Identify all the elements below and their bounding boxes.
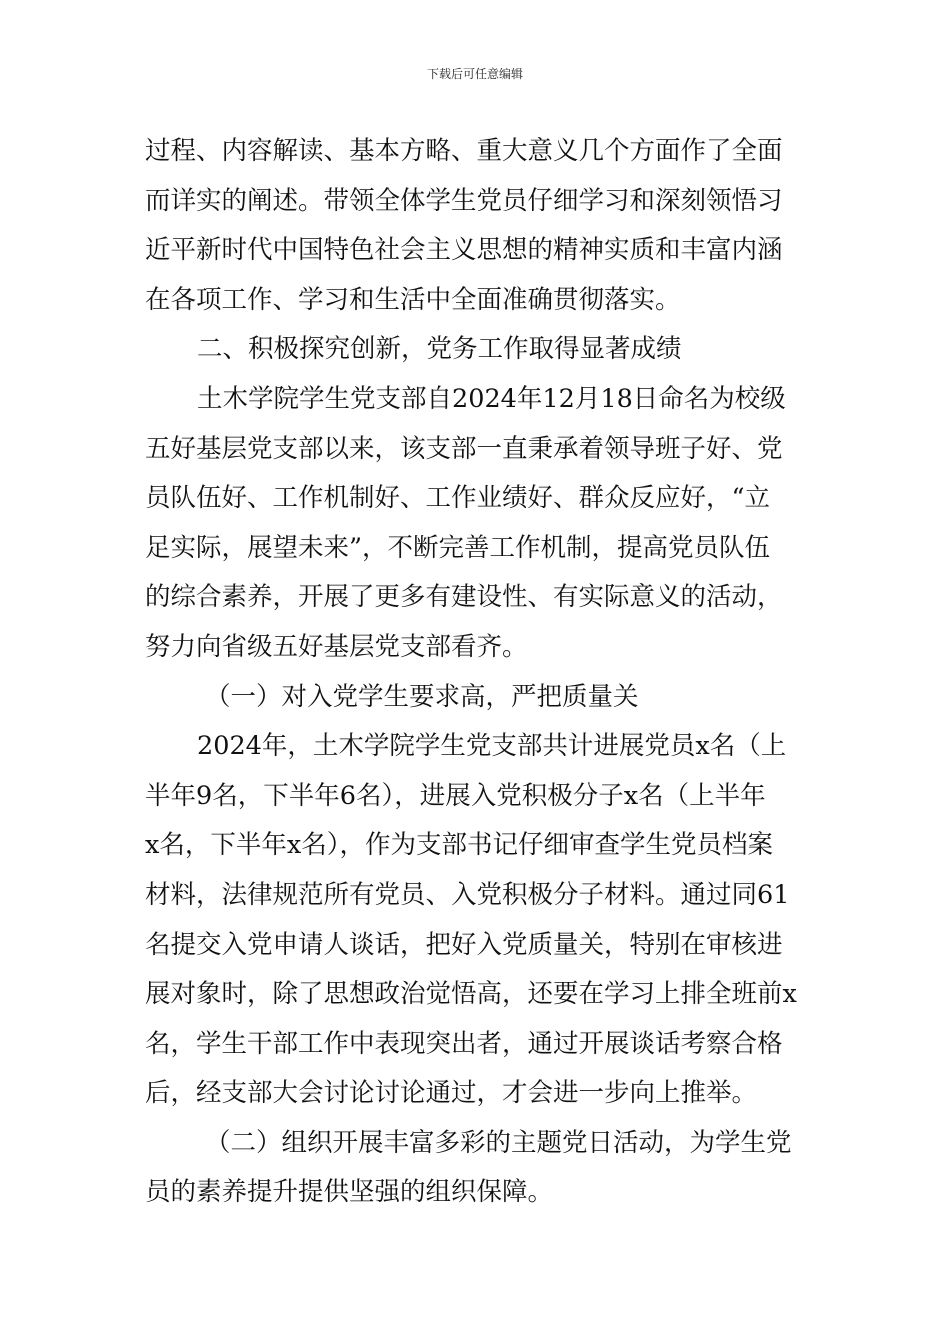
- body-line: 员队伍好、工作机制好、工作业绩好、群众反应好，“立: [145, 483, 771, 514]
- body-line: 近平新时代中国特色社会主义思想的精神实质和丰富内涵: [145, 235, 783, 266]
- body-line: x名，下半年x名），作为支部书记仔细审查学生党员档案: [145, 830, 774, 861]
- body-line: 过程、内容解读、基本方略、重大意义几个方面作了全面: [145, 136, 783, 166]
- page-header: 下载后可任意编辑: [426, 67, 523, 81]
- body-line: 展对象时，除了思想政治觉悟高，还要在学习上排全班前x: [145, 979, 797, 1010]
- subsection-heading: （一）对入党学生要求高，严把质量关: [205, 681, 639, 712]
- body-line: 足实际，展望未来”，不断完善工作机制，提高党员队伍: [145, 532, 771, 563]
- body-line: 土木学院学生党支部自2024年12月18日命名为校级: [197, 383, 786, 414]
- body-line: 材料，法律规范所有党员、入党积极分子材料。通过同61: [145, 879, 790, 910]
- document-body: [145, 127, 815, 1218]
- section-heading: 二、积极探究创新，党务工作取得显著成绩: [197, 334, 682, 365]
- body-line: 员的素养提升提供坚强的组织保障。: [145, 1177, 554, 1208]
- body-line: 努力向省级五好基层党支部看齐。: [145, 631, 528, 662]
- body-line: 半年9名，下半年6名），进展入党积极分子x名（上半年: [145, 780, 766, 811]
- body-line: 后，经支部大会讨论讨论通过，才会进一步向上推举。: [145, 1078, 758, 1109]
- body-line: 名，学生干部工作中表现突出者，通过开展谈话考察合格: [145, 1028, 783, 1059]
- subsection-heading: （二）组织开展丰富多彩的主题党日活动，为学生党: [205, 1127, 792, 1158]
- body-line: 2024年，土木学院学生党支部共计进展党员x名（上: [197, 731, 787, 762]
- body-line: 的综合素养，开展了更多有建设性、有实际意义的活动，: [145, 582, 783, 613]
- body-line: 五好基层党支部以来，该支部一直秉承着领导班子好、党: [145, 433, 783, 464]
- body-line: 而详实的阐述。带领全体学生党员仔细学习和深刻领悟习: [145, 185, 783, 216]
- body-line: 在各项工作、学习和生活中全面准确贯彻落实。: [145, 284, 681, 315]
- body-line: 名提交入党申请人谈话，把好入党质量关，特别在审核进: [145, 929, 783, 960]
